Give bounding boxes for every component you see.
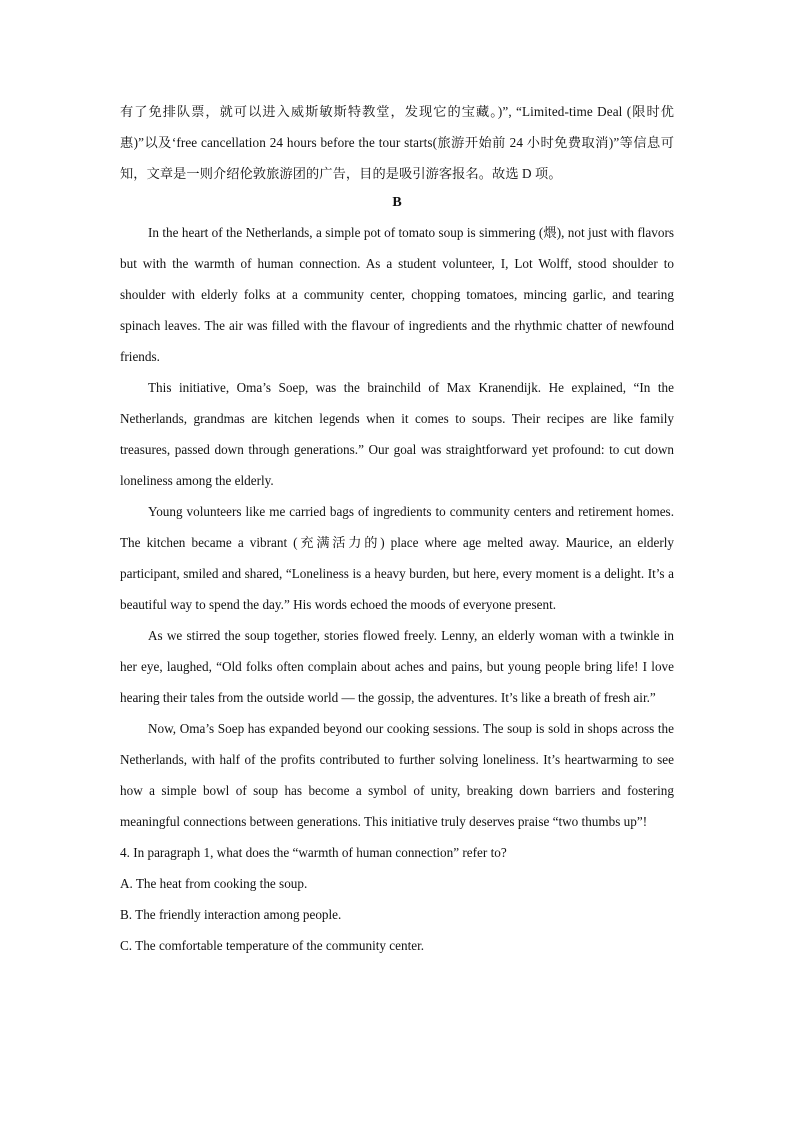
question-block <box>120 837 674 961</box>
passage-paragraph-2: This initiative, Oma’s Soep, was the brainchild of Max Kranendijk. He explained, “In the Netherlands, grandmas are kitchen legends when it comes to soups. Their recipes are like family treasures, passed down through generations.” Our goal was straightforward yet profound: to cut down loneliness among the elderly. <box>120 380 674 488</box>
answer-explanation: 有了免排队票，就可以进入威斯敏斯特教堂，发现它的宝藏。)”, “Limited-time Deal (限时优惠)”以及‘free cancellation 24 hours before the tour starts(旅游开始前 24 小时免费取消)”等信息可知，文章是一则介绍伦敦旅游团的广告，目的是吸引游客报名。故选 D 项。 <box>120 104 674 181</box>
section-heading: B <box>392 195 402 210</box>
passage-paragraph-4: As we stirred the soup together, stories flowed freely. Lenny, an elderly woman with a twinkle in her eye, laughed, “Old folks often complain about aches and pains, but young people bring life! I love hearing their tales from the outside world — the gossip, the adventures. It’s like a breath of fresh air.” <box>120 628 674 705</box>
question-stem: 4. In paragraph 1, what does the “warmth of human connection” refer to? <box>120 845 507 860</box>
passage-paragraph-5: Now, Oma’s Soep has expanded beyond our cooking sessions. The soup is sold in shops across the Netherlands, with half of the profits contributed to further solving loneliness. It’s heartwarming to see how a simple bowl of soup has become a symbol of unity, breaking down barriers and fostering meaningful connections between generations. This initiative truly deserves praise “two thumbs up”! <box>120 721 674 829</box>
passage-paragraph-1: In the heart of the Netherlands, a simple pot of tomato soup is simmering (煨), not just with flavors but with the warmth of human connection. As a student volunteer, I, Lot Wolff, stood shoulder to shoulder with elderly folks at a community center, chopping tomatoes, mincing garlic, and tearing spinach leaves. The air was filled with the flavour of ingredients and the rhythmic chatter of newfound friends. <box>120 225 674 364</box>
passage <box>120 217 674 837</box>
option-a: A. The heat from cooking the soup. <box>120 876 308 891</box>
option-c: C. The comfortable temperature of the community center. <box>120 938 425 953</box>
document-page <box>120 96 674 961</box>
option-b: B. The friendly interaction among people. <box>120 907 342 922</box>
passage-paragraph-3: Young volunteers like me carried bags of ingredients to community centers and retirement homes. The kitchen became a vibrant (充满活力的) place where age melted away. Maurice, an elderly participant, smiled and shared, “Loneliness is a heavy burden, but here, every moment is a delight. It’s a beautiful way to spend the day.” His words echoed the moods of everyone present. <box>120 504 674 612</box>
